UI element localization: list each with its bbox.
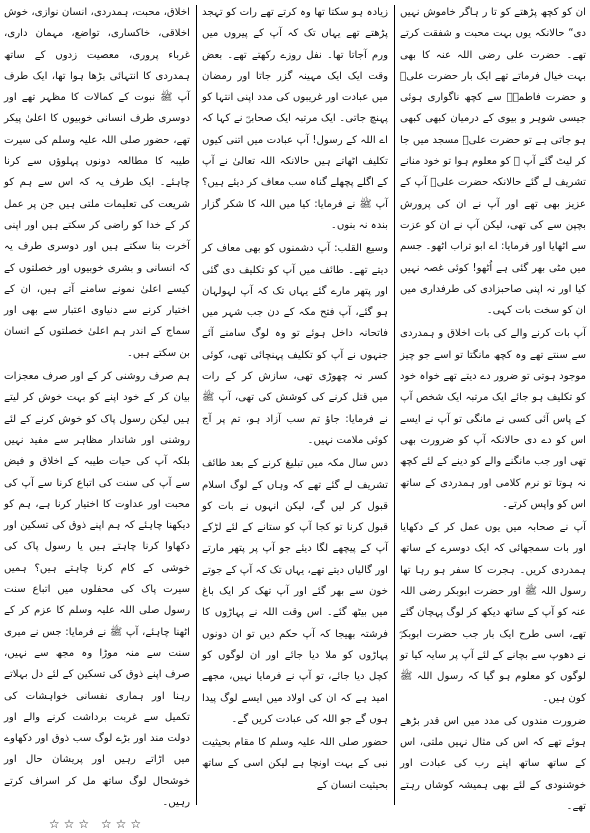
end-of-article-stars: ☆☆☆ ☆☆☆ xyxy=(48,817,146,832)
paragraph: حضور صلی اللہ علیہ وسلم کا مقام بحیثیت نبی کے بہت اونچا ہے لیکن اسی کے ساتھ بحیثیت انسان کے xyxy=(202,737,388,791)
paragraph: ہم صرف روشنی کر کے اور صرف معجزات بیان کر کے خود اپنے کو بہت خوش کر لیتے ہیں لیکن رسول پاک کو خوش کرنے کے لئے روشنی اور شاندار مظاہر سے مفید نہیں بلکہ آپ کی حیات طیبہ کے اخلاق و فیض سے آپ کی سنت کی اتباع کرنا سے آپ کی محبت اور عداوت کا اختیار کرنا ہے، ہم کو دیکھنا چاہئے کہ ہم اپنے ذوق کی تسکین اور دکھاوا کرنا چاہتے ہیں یا رسول پاک کی خوشی کے کام کرنا چاہتے ہیں؟ ہمیں سیرت پاک کی محفلوں میں اتباع سنت رسول صلی اللہ علیہ وسلم کا عزم کر کے اٹھنا چاہئے، آپ ﷺ نے فرمایا: جس نے میری سنت سے منہ موڑا وہ مجھ سے نہیں، صرف اپنے ذوق کی تسکین کے لئے دل بہلاتے رہنا اور ہماری نفسانی خواہشات کی تکمیل سے غربت برداشت کرنے والے اور دولت مند اور بڑے لوگ سب ذوق اور دکھاوے میں اڑاتے رہیں اور پریشان حال اور خوشحال لوگ ساتھ مل کر اسراف کرتے رہیں۔ xyxy=(4,371,190,808)
paragraph: ان کو کچھ پڑھتے کو تا ر ہاگر خاموش نہیں دی“ حالانکہ یوں بہت محبت و شفقت کرتے تھے۔ حضرت علی رضی اللہ عنہ کا بھی بہت خیال فرماتے تھے ایک بار حضرت علیؓ و حضرت فاطمہؓ سے کچھ ناگواری ہوئی جیسی شوہر و بیوی کے درمیان کبھی کبھی ہو جاتی ہے تو حضرت علیؓ مسجد میں جا کر لیٹ گئے آپ ﷺ کو معلوم ہوا تو خود منانے تشریف لے گئے حالانکہ حضرت علیؓ آپ کے عزیز بھی تھے اور آپ نے ان کی پرورش بچپن سے کی تھی، لیکن آپ نے ان کو عزت سے اٹھایا اور فرمایا: اے ابو تراب اٹھو۔ جسم میں مٹی بھر گئی ہے اُٹھو! کوئی غصہ نہیں کیا اور نہ اپنی صاحبزادی کی طرفداری میں ان کو سخت بات کہی۔ xyxy=(400,7,586,317)
paragraph: زیادہ ہو سکتا تھا وہ کرتے تھے رات کو تہجد پڑھتے تھے یہاں تک کہ آپ کے پیروں میں ورم آجاتا تھا۔ نفل روزے رکھتے تھے۔ بعض وقت ایک ایک مہینہ گزر جاتا اور رمضان میں عبادت اور غریبوں کی مدد اپنی انتہا کو پہنچ جاتی۔ ایک مرتبہ ایک صحابیؓ نے کہا کہ اے اللہ کے رسول! آپ عبادت میں اتنی کیوں تکلیف اٹھاتے ہیں حالانکہ اللہ تعالیٰ نے آپ کے اگلے پچھلے گناہ سب معاف کر دیئے ہیں؟ آپ ﷺ نے فرمایا: کیا میں اللہ کا شکر گزار بندہ نہ بنوں۔ xyxy=(202,7,388,231)
column-divider xyxy=(196,5,197,805)
paragraph: اخلاق، محبت، ہمدردی، انسان نوازی، خوش اخلاقی، خاکساری، تواضع، مہمان داری، غرباء پروری، معصیت زدوں کے ساتھ ہمدردی کا انتہائی بڑھا ہوا تھا، ایک طرف آپ ﷺ نبوت کے کمالات کا مظہر تھے اور دوسری طرف انسانی خوبیوں کا اعلیٰ پیکر تھے، حضور صلی اللہ علیہ وسلم کی سیرت طیبہ کا مطالعہ دونوں پہلوؤں سے کرنا چاہئے۔ ایک طرف یہ کہ اس سے ہم کو شریعت کی تعلیمات ملتی ہیں جن پر عمل کر کے خدا کو راضی کر سکتے ہیں اور اپنی آخرت بنا سکتے ہیں اور دوسری طرف یہ کہ انسانی و بشری خوبیوں اور خصلتوں کے کیسے اعلیٰ نمونے سامنے آتے ہیں، ان کے اختیار کرنے سے دنیاوی اعتبار سے بھی اور سماج کے اندر ہم اعلیٰ خصلتوں کے انسان بن سکتے ہیں۔ xyxy=(4,7,190,359)
column-divider xyxy=(394,5,395,805)
paragraph: دس سال مکہ میں تبلیغ کرنے کے بعد طائف تشریف لے گئے تھے کہ وہاں کے لوگ اسلام قبول کر لیں گے، لیکن انہوں نے بات کو قبول کرنا تو کجا آپ کو ستانے کے لئے لڑکے آپ کے پیچھے لگا دیئے جو آپ پر پتھر مارتے اور گالیاں دیتے تھے، یہاں تک کہ آپ کے جوتے خون سے بھر گئے اور آپ تھک کر ایک باغ میں بیٹھ گئے۔ اس وقت اللہ نے پہاڑوں کا فرشتہ بھیجا کہ آپ حکم دیں تو ان دونوں پہاڑوں کو ملا دیا جائے اور ان لوگوں کو کچل دیا جائے، تو آپ نے فرمایا نہیں، مجھے امید ہے کہ ان کی اولاد میں ایسے لوگ پیدا ہوں گے جو اللہ کی عبادت کریں گے۔ xyxy=(202,458,388,725)
paragraph: ضرورت مندوں کی مدد میں اس قدر بڑھے ہوئے تھے کہ اس کی مثال نہیں ملتی، اس کے ساتھ ساتھ اپنے رب کی عبادت اور خوشنودی کے لئے بھی ہمیشہ کوشاں رہتے تھے۔ xyxy=(400,715,586,812)
magazine-page xyxy=(4,2,586,832)
text-column-right xyxy=(400,2,586,812)
text-column-left xyxy=(4,2,190,832)
paragraph: آپ بات کرنے والے کی بات اخلاق و ہمدردی سے سنتے تھے وہ کچھ مانگتا تو اسے جو چیز موجود ہوتی تو ضرور دے دیتے تھے خواہ خود کو تکلیف ہو جائے ایک مرتبہ ایک شخص آپ کے پاس آئی کسی نے مانگی تو آپ نے ایسے اس کو دے دی حالانکہ آپ کو ضرورت بھی تھی اور جب مانگنے والے کو دینے کے لئے کچھ نہ ہوتا تو نرم کلامی اور ہمدردی کے ساتھ اس کو واپس کرتے۔ xyxy=(400,328,586,510)
paragraph: آپ نے صحابہ میں یوں عمل کر کے دکھایا اور بات سمجھائی کہ ایک دوسرے کے ساتھ ہمدردی کریں۔ ہجرت کا سفر ہو رہا تھا رسول اللہ ﷺ اور حضرت ابوبکر رضی اللہ عنہ کو آپ کے ساتھ دیکھ کر لوگ پہچان گئے تھے، اسی طرح ایک بار جب حضرت ابوبکرؓ نے دھوپ سے بچانے کے لئے آپ پر سایہ کیا تو لوگوں کو معلوم ہو گیا کہ رسول اللہ ﷺ کون ہیں۔ xyxy=(400,522,586,704)
text-column-middle xyxy=(202,2,388,807)
paragraph: وسیع القلب: آپ دشمنوں کو بھی معاف کر دیتے تھے۔ طائف میں آپ کو تکلیف دی گئی اور پتھر مارے گئے یہاں تک کہ آپ لہولہان ہو گئے، آپ فتح مکہ کے دن جب شہر میں فاتحانہ داخل ہوئے تو وہ لوگ سامنے آئے جنہوں نے آپ کو تکلیف پہنچائی تھی، کوئی کسر نہ چھوڑی تھی، سازش کر کے رات میں قتل کرنے کی کوشش کی تھی، آپ ﷺ نے فرمایا: جاؤ تم سب آزاد ہو، تم پر آج کوئی ملامت نہیں۔ xyxy=(202,243,388,446)
